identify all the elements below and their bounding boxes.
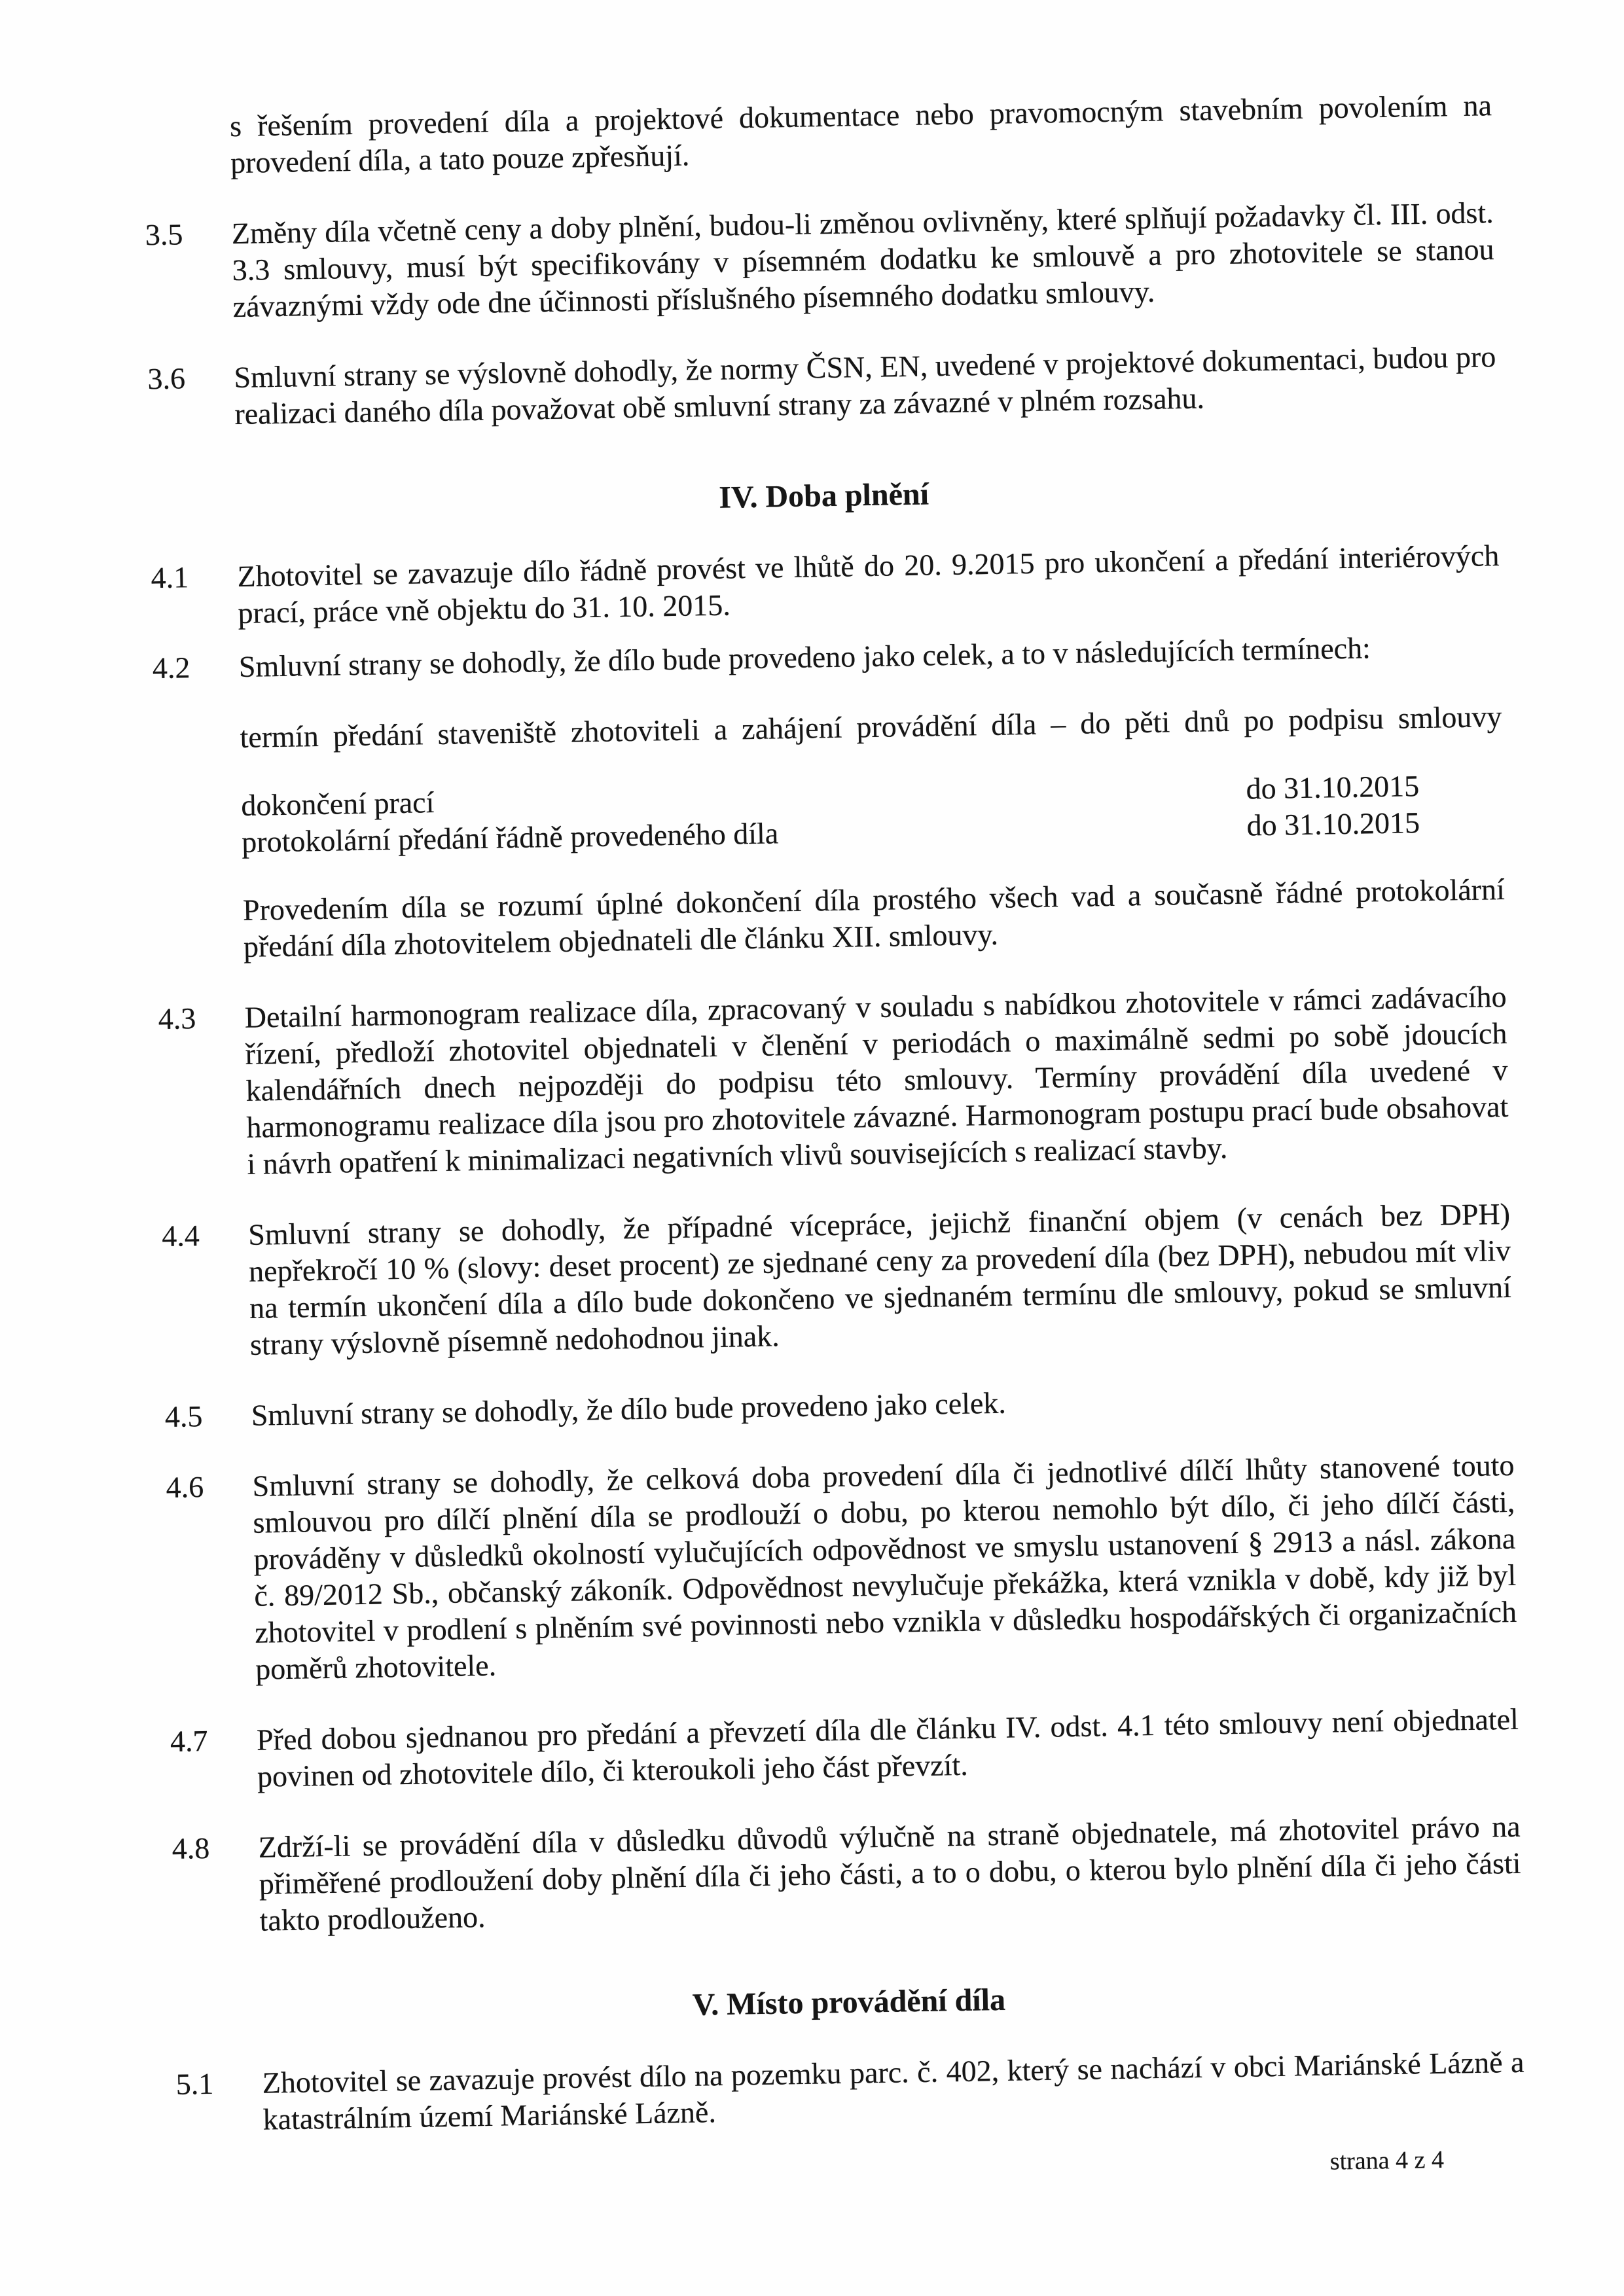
item-text: Změny díla včetně ceny a doby plnění, budou-li změnou ovlivněny, které splňují požadavky čl. III. odst. 3.3 smlouvy, musí být specifikovány v písemném dodatku ke smlouvě a pro zhotovitele se stanou závaznými vždy ode dne účinnosti příslušného písemného dodatku smlouvy.	[231, 196, 1494, 324]
intro-continuation-paragraph: s řešením provedení díla a projektové dokumentace nebo pravomocným stavebním povolením na provedení díla, a tato pouze zpřesňují.	[229, 88, 1492, 180]
item-text: Smluvní strany se dohodly, že dílo bude provedeno jako celek, a to v následujících termínech:	[238, 631, 1371, 683]
completion-definition-note: Provedením díla se rozumí úplné dokončení díla prostého všech vad a současně řádné protokolární předání díla zhotovitelem objednateli dle článku XII. smlouvy.	[242, 872, 1506, 963]
contract-item-3-5	[145, 194, 1495, 327]
item-number: 4.1	[151, 560, 189, 595]
item-number: 4.8	[171, 1831, 210, 1865]
item-text: Detailní harmonogram realizace díla, zpracovaný v souladu s nabídkou zhotovitele v rámci zadávacího řízení, předloží zhotovitel objednateli v členění v periodách o maximálně sedmi po sobě jdoucích kalendářních dnech nejpozději do podpisu této smlouvy. Termíny provádění díla uvedené v harmonogramu realizace díla jsou pro zhotovitele závazné. Harmonogram postupu prací bude obsahovat i návrh opatření k minimalizaci negativních vlivů souvisejících s realizací stavby.	[244, 979, 1509, 1181]
milestone-date: do 31.10.2015	[1246, 806, 1420, 842]
contract-item-4-1	[151, 537, 1500, 633]
item-number: 3.5	[145, 217, 183, 252]
item-text: Zhotovitel se zavazuje provést dílo na pozemku parc. č. 402, který se nachází v obci Mariánské Lázně a katastrálním území Mariánské Lázně.	[262, 2045, 1525, 2136]
contract-item-5-1	[175, 2044, 1525, 2140]
item-number: 4.5	[164, 1399, 203, 1434]
milestone-label: protokolární předání řádně provedeného díla	[241, 816, 779, 859]
item-text: Zhotovitel se zavazuje dílo řádně provést ve lhůtě do 20. 9.2015 pro ukončení a předání interiérových prací, práce vně objektu do 31. 10. 2015.	[237, 539, 1500, 630]
item-number: 4.6	[166, 1470, 204, 1505]
milestone-label: dokončení prací	[240, 785, 435, 822]
contract-item-3-6	[147, 338, 1497, 434]
section-heading-iv: IV. Doba plnění	[718, 476, 929, 515]
contract-item-4-8	[171, 1808, 1522, 1941]
item-text: Smluvní strany se dohodly, že případné vícepráce, jejichž finanční objem (v cenách bez DPH) nepřekročí 10 % (slovy: deset procent) ze sjednané ceny za provedení díla (bez DPH), nebudou mít vliv na termín ukončení díla a dílo bude dokončeno ve sjednaném termínu dle smlouvy, pokud se smluvní strany výslovně písemně nedohodnou jinak.	[247, 1196, 1512, 1361]
contract-item-4-7	[170, 1701, 1520, 1797]
contract-item-4-2	[152, 628, 1501, 687]
contract-item-4-4	[162, 1196, 1512, 1365]
item-text: Smluvní strany se dohodly, že celková doba provedení díla či jednotlivé dílčí lhůty stanovené touto smlouvou pro dílčí plnění díla se prodlouží o dobu, po kterou nemohlo být dílo, či jeho dílčí části, prováděny v důsledků okolností vylučujících odpovědnost ve smyslu ustanovení § 2913 a násl. zákona č. 89/2012 Sb., občanský zákoník. Odpovědnost nevylučuje překážka, která vznikla v době, kdy již byl zhotovitel v prodlení s plněním své povinnosti nebo vznikla v důsledku hospodářských či organizačních poměrů zhotovitele.	[252, 1448, 1517, 1686]
item-text: Smluvní strany se dohodly, že dílo bude provedeno jako celek.	[251, 1386, 1007, 1432]
milestone-handover-line: termín předání staveniště zhotoviteli a zahájení provádění díla – do pěti dnů po podpisu smlouvy	[240, 700, 1502, 754]
item-number: 4.4	[161, 1219, 200, 1253]
page-number-footer: strana 4 z 4	[1329, 2145, 1445, 2176]
contract-page-content	[143, 87, 1526, 2196]
milestone-table	[241, 766, 1504, 861]
item-number: 3.6	[147, 361, 186, 396]
contract-item-4-6	[166, 1447, 1517, 1689]
item-number: 4.3	[158, 1001, 196, 1036]
item-number: 4.2	[152, 651, 190, 685]
contract-item-4-3	[158, 978, 1509, 1184]
item-text: Před dobou sjednanou pro předání a převzetí díla dle článku IV. odst. 4.1 této smlouvy není objednatel povinen od zhotovitele dílo, či kteroukoli jeho část převzít.	[256, 1702, 1519, 1793]
section-heading-v: V. Místo provádění díla	[692, 1982, 1006, 2022]
contract-item-4-5	[164, 1376, 1513, 1435]
item-text: Zdrží-li se provádění díla v důsledku důvodů výlučně na straně objednatele, má zhotovitel právo na přiměřené prodloužení doby plnění díla či jeho části, a to o dobu, o kterou bylo plnění díla či jeho části takto prodlouženo.	[258, 1809, 1521, 1937]
milestone-date: do 31.10.2015	[1246, 769, 1420, 806]
item-number: 4.7	[170, 1724, 208, 1758]
item-number: 5.1	[175, 2066, 214, 2101]
item-text: Smluvní strany se výslovně dohodly, že normy ČSN, EN, uvedené v projektové dokumentaci, budou pro realizaci daného díla považovat obě smluvní strany za závazné v plném rozsahu.	[234, 340, 1496, 431]
